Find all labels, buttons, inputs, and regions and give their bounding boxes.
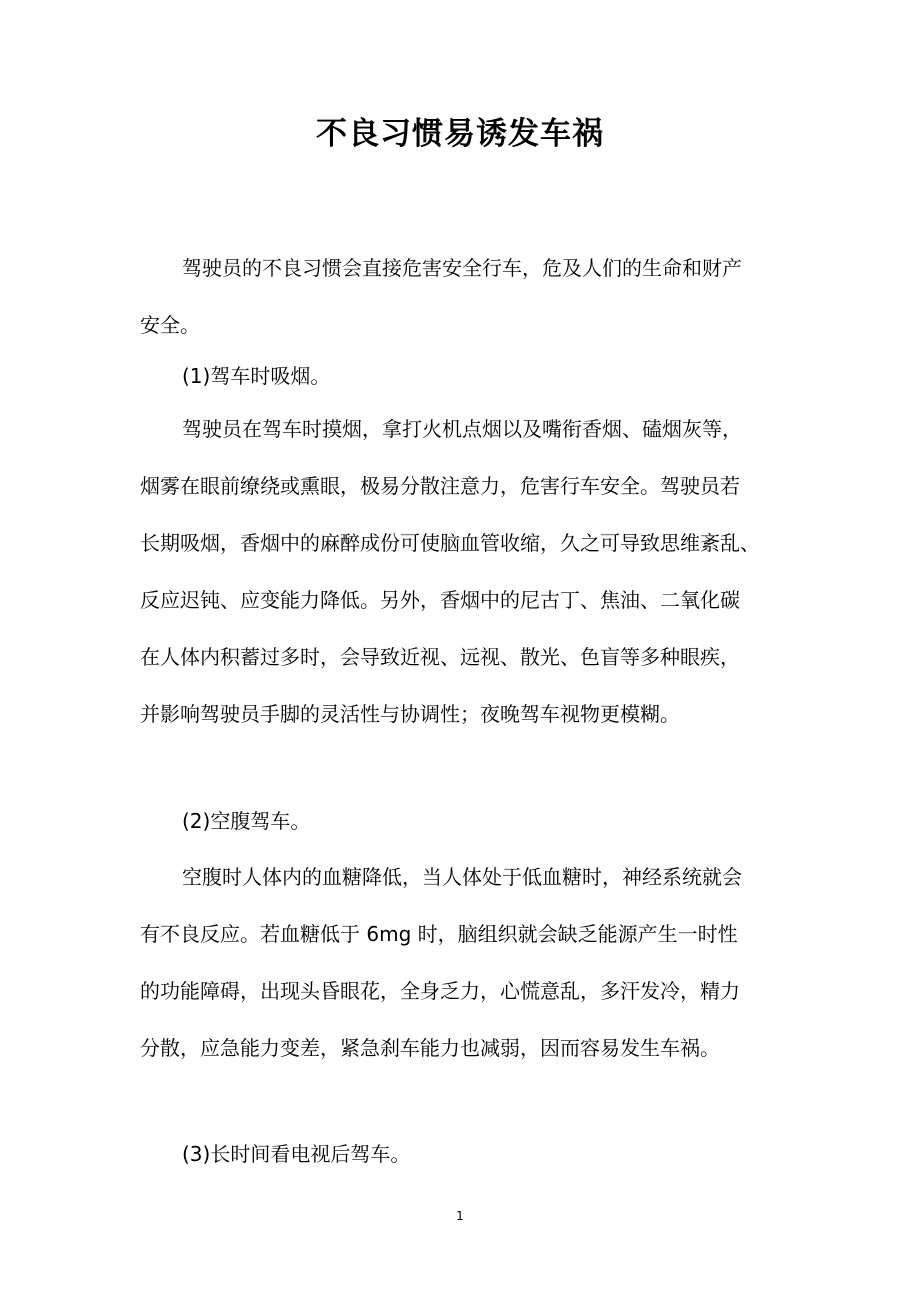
section1-line: 驾驶员在驾车时摸烟，拿打火机点烟以及嘴衔香烟、磕烟灰等， xyxy=(182,417,742,441)
intro-line: 安全。 xyxy=(140,313,200,337)
section1-line: 并影响驾驶员手脚的灵活性与协调性；夜晚驾车视物更模糊。 xyxy=(140,702,680,726)
section1-line: 烟雾在眼前缭绕或熏眼，极易分散注意力，危害行车安全。驾驶员若 xyxy=(140,474,740,498)
intro-line: 驾驶员的不良习惯会直接危害安全行车，危及人们的生命和财产 xyxy=(182,256,742,280)
section2-body xyxy=(140,849,792,1077)
document-title: 不良习惯易诱发车祸 xyxy=(316,116,604,152)
section2-line: 空腹时人体内的血糖降低，当人体处于低血糖时，神经系统就会 xyxy=(182,865,742,889)
section1-line: 在人体内积蓄过多时，会导致近视、远视、散光、色盲等多种眼疾， xyxy=(140,645,740,669)
intro-paragraph xyxy=(140,240,792,354)
section1-line: 反应迟钝、应变能力降低。另外，香烟中的尼古丁、焦油、二氧化碳 xyxy=(140,588,740,612)
section2-heading: (2)空腹驾车。 xyxy=(182,809,311,833)
section1-heading: (1)驾车时吸烟。 xyxy=(182,364,331,388)
section2-line: 的功能障碍，出现头昏眼花，全身乏力，心慌意乱，多汗发冷，精力 xyxy=(140,979,740,1003)
page-number: 1 xyxy=(456,1209,464,1223)
section1-body xyxy=(140,401,792,743)
section1-line: 长期吸烟，香烟中的麻醉成份可使脑血管收缩，久之可导致思维紊乱、 xyxy=(140,531,760,555)
section2-line: 有不良反应。若血糖低于 6mg 时，脑组织就会缺乏能源产生一时性 xyxy=(140,922,738,946)
section2-line: 分散，应急能力变差，紧急刹车能力也减弱，因而容易发生车祸。 xyxy=(140,1036,720,1060)
section3-heading: (3)长时间看电视后驾车。 xyxy=(182,1142,411,1166)
